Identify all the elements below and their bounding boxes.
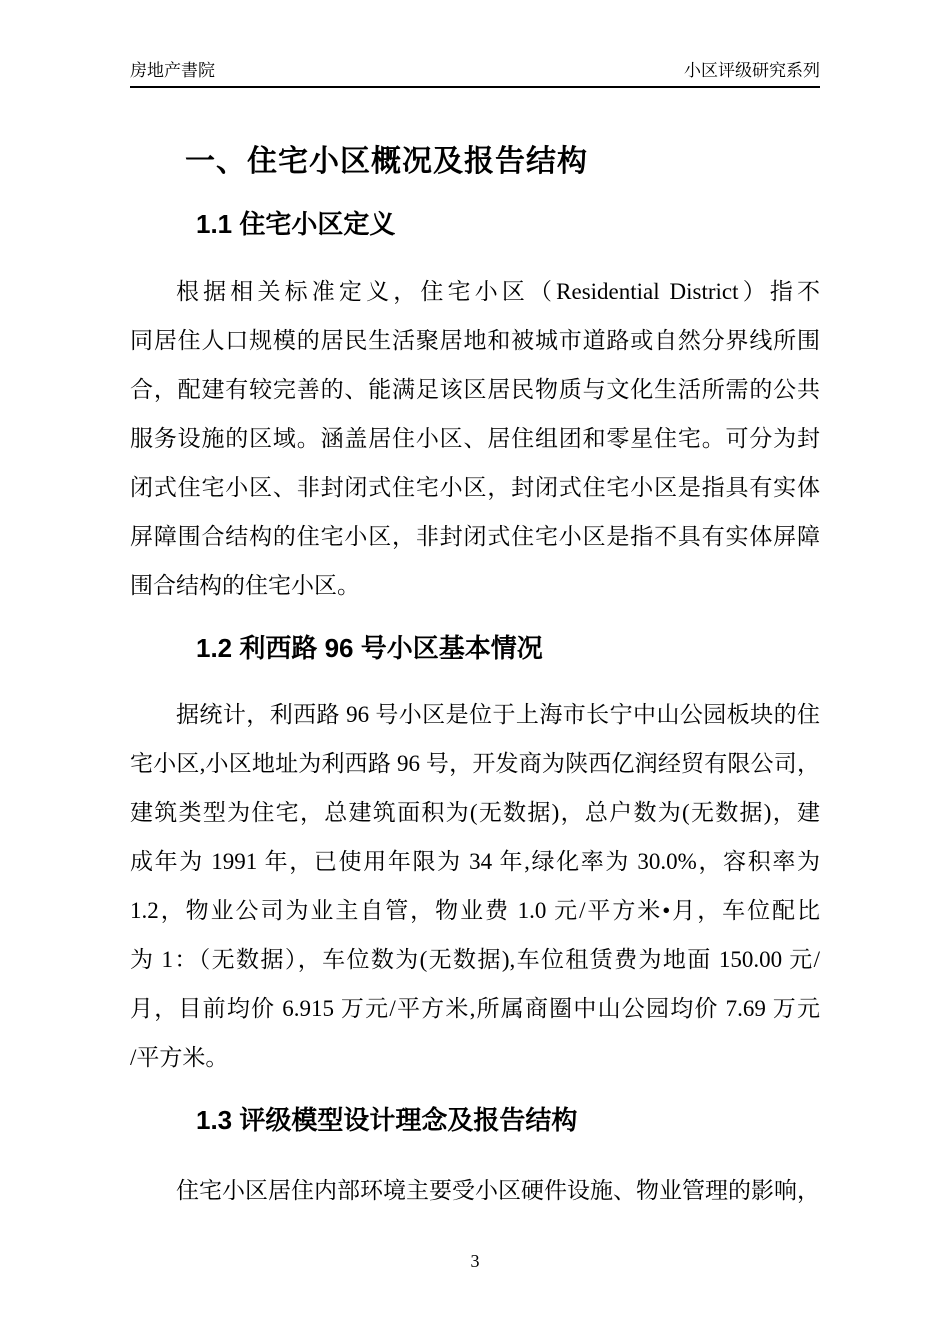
paragraph-line: 建筑类型为住宅，总建筑面积为(无数据)，总户数为(无数据)，建: [130, 800, 820, 825]
section-1-2-heading: 1.2 利西路 96 号小区基本情况: [196, 633, 543, 663]
paragraph-line: /平方米。: [130, 1045, 229, 1070]
paragraph-line: 1.2，物业公司为业主自管，物业费 1.0 元/平方米•月，车位配比: [130, 898, 820, 923]
paragraph-line: 月，目前均价 6.915 万元/平方米,所属商圈中山公园均价 7.69 万元: [130, 996, 820, 1021]
chapter-title: 一、住宅小区概况及报告结构: [185, 145, 588, 178]
paragraph-line: 合，配建有较完善的、能满足该区居民物质与文化生活所需的公共: [130, 377, 820, 402]
page-footer: [0, 1250, 950, 1272]
paragraph-line: 宅小区,小区地址为利西路 96 号，开发商为陕西亿润经贸有限公司，: [130, 751, 820, 776]
paragraph-line: 服务设施的区域。涵盖居住小区、居住组团和零星住宅。可分为封: [130, 426, 820, 451]
paragraph-basic-info: [130, 690, 820, 1082]
paragraph-line: 根据相关标准定义，住宅小区（Residential District）指不: [176, 279, 820, 304]
paragraph-model-design: [130, 1166, 820, 1215]
page-header: [130, 0, 820, 88]
paragraph-line: 住宅小区居住内部环境主要受小区硬件设施、物业管理的影响，: [176, 1178, 820, 1203]
header-left-text: 房地产書院: [130, 61, 215, 80]
paragraph-definition: [130, 267, 820, 610]
paragraph-line: 据统计，利西路 96 号小区是位于上海市长宁中山公园板块的住: [176, 702, 820, 727]
paragraph-line: 围合结构的住宅小区。: [130, 573, 360, 598]
paragraph-line: 为 1：（无数据），车位数为(无数据),车位租赁费为地面 150.00 元/: [130, 947, 820, 972]
paragraph-line: 闭式住宅小区、非封闭式住宅小区，封闭式住宅小区是指具有实体: [130, 475, 820, 500]
paragraph-line: 屏障围合结构的住宅小区，非封闭式住宅小区是指不具有实体屏障: [130, 524, 820, 549]
document-body: [130, 144, 820, 1215]
paragraph-line: 成年为 1991 年，已使用年限为 34 年,绿化率为 30.0%，容积率为: [130, 849, 820, 874]
paragraph-line: 同居住人口规模的居民生活聚居地和被城市道路或自然分界线所围: [130, 328, 820, 353]
section-1-3-heading: 1.3 评级模型设计理念及报告结构: [196, 1105, 578, 1135]
header-right-text: 小区评级研究系列: [684, 61, 820, 80]
section-1-1-heading: 1.1 住宅小区定义: [196, 209, 396, 239]
page-number: 3: [470, 1251, 480, 1271]
